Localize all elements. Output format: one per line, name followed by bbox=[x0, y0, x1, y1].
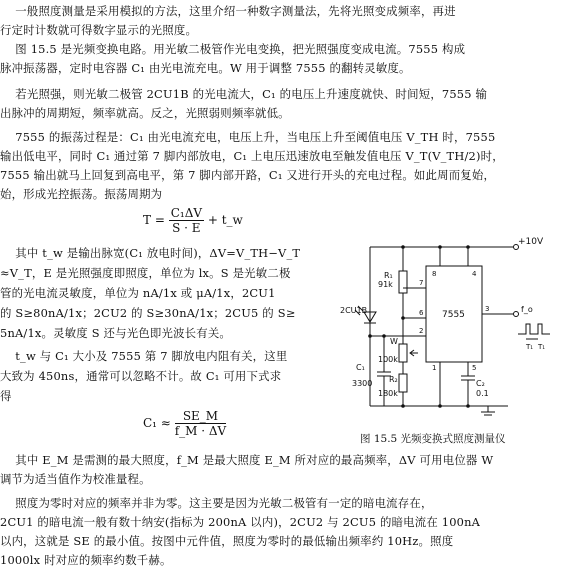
pin-label: 3 bbox=[485, 305, 490, 313]
pin-label: 2 bbox=[419, 327, 424, 335]
text-line: 调节为适当值作为校准量程。 bbox=[0, 472, 151, 486]
pin-label: 7 bbox=[419, 279, 424, 287]
text-line: 7555 的振荡过程是：C₁ 由光电流充电，电压上升，当电压上升至阈值电压 V_TH 时，7555 bbox=[0, 130, 496, 144]
formula-denominator: f_M · ΔV bbox=[174, 424, 227, 438]
formula-lhs: T = bbox=[143, 213, 165, 227]
pin-label: 6 bbox=[419, 309, 424, 317]
text-line: 照度为零时对应的频率并非为零。这主要是因为光敏二极管有一定的暗电流存在， bbox=[0, 496, 433, 510]
text-line: 若光照强，则光敏二极管 2CU1B 的光电流大，C₁ 的电压上升速度就快、时间短，7555 输 bbox=[0, 87, 488, 101]
r1-label: R₁ bbox=[384, 271, 393, 280]
text-line: 的 S≥80nA/1x；2CU2 的 S≥30nA/1x；2CU5 的 S≥ bbox=[0, 306, 296, 320]
c1-value: 3300 bbox=[352, 379, 373, 388]
c2-label: C₂ bbox=[476, 379, 485, 388]
formula-denominator: S · E bbox=[172, 221, 201, 235]
text-line: 图 15.5 是光频变换电路。用光敏二极管作光电变换，把光照强度变成电流。7555 构成 bbox=[0, 42, 466, 56]
c2-value: 0.1 bbox=[476, 389, 489, 398]
text-line: 脉冲振荡器，定时电容器 C₁ 由光电流充电。W 用于调整 7555 的翻转灵敏度。 bbox=[0, 61, 411, 75]
r1-value: 91k bbox=[378, 280, 393, 289]
text-line: 管的光电流灵敏度，单位为 nA/1x 或 μA/1x，2CU1 bbox=[0, 286, 276, 300]
formula-numerator: C₁ΔV bbox=[170, 206, 203, 220]
text-line: 输出低电平，同时 C₁ 通过第 7 脚内部放电，C₁ 上电压迅速放电至触发值电压 V_T(V_TH/2)时， bbox=[0, 149, 504, 163]
r2-label: R₂ bbox=[389, 375, 398, 384]
text-line: 以内，这就是 SE 的最小值。按图中元件值，照度为零时的最低输出频率约 10Hz。照度 bbox=[0, 534, 454, 548]
text-line: ≈V_T，E 是光照强度即照度，单位为 lx。S 是光敏二极 bbox=[0, 266, 291, 280]
text-line: 出脉冲的周期短，频率就高。反之，光照弱则频率就低。 bbox=[0, 106, 290, 120]
pin-label: 1 bbox=[432, 364, 437, 372]
text-line: 其中 t_w 是输出脉宽(C₁ 放电时间)，ΔV=V_TH−V_T bbox=[0, 246, 301, 260]
text-line: 行定时计数就可得数字显示的光照度。 bbox=[0, 23, 198, 37]
text-line: 大致为 450ns，通常可以忽略不计。故 C₁ 可用下式求 bbox=[0, 369, 282, 383]
diode-label: 2CU1B bbox=[340, 306, 368, 315]
period-formula bbox=[143, 206, 243, 235]
chip-label: 7555 bbox=[442, 310, 465, 320]
figure-caption: 图 15.5 光频变换式照度测量仪 bbox=[360, 433, 506, 445]
text-line: 始，形成光控振荡。振荡周期为 bbox=[0, 187, 163, 201]
formula-numerator: SE_M bbox=[175, 409, 227, 424]
text-line: 5nA/1x。灵敏度 S 还与光色即光波长有关。 bbox=[0, 326, 232, 340]
circuit-diagram bbox=[340, 226, 558, 426]
w-value: 100k bbox=[378, 355, 398, 364]
text-line: 1000lx 时对应的频率约数千赫。 bbox=[0, 553, 172, 567]
pin-label: 8 bbox=[432, 270, 437, 278]
text-line: 得 bbox=[0, 389, 12, 403]
r2-value: 180k bbox=[378, 389, 398, 398]
period-label: T₁ bbox=[538, 343, 546, 351]
pin-label: 4 bbox=[472, 270, 477, 278]
text-line: 7555 输出就马上回复到高电平，第 7 脚内部开路，C₁ 又进行开头的充电过程。如此周而复始， bbox=[0, 168, 496, 182]
text-line: 其中 E_M 是需测的最大照度，f_M 是最大照度 E_M 所对应的最高频率，ΔV 可用电位器 W bbox=[0, 453, 494, 467]
period-label: T₁ bbox=[526, 343, 534, 351]
w-label: W bbox=[390, 337, 398, 346]
vcc-label: +10V bbox=[518, 237, 544, 247]
output-label: f_o bbox=[521, 305, 533, 314]
formula-fraction bbox=[169, 206, 204, 235]
formula-fraction bbox=[175, 409, 227, 438]
text-line: t_w 与 C₁ 大小及 7555 第 7 脚放电内阻有关，这里 bbox=[0, 349, 288, 363]
formula-rhs: + t_w bbox=[207, 213, 243, 227]
c1-label: C₁ bbox=[356, 363, 365, 372]
text-line: 2CU1 的暗电流一般有数十纳安(指标为 200nA 以内)，2CU2 与 2CU5 的暗电流在 100nA bbox=[0, 515, 481, 529]
text-line: 一般照度测量是采用模拟的方法，这里介绍一种数字测量法，先将光照变成频率，再进 bbox=[0, 4, 456, 18]
pin-label: 5 bbox=[472, 364, 477, 372]
formula-lhs: C₁ ≈ bbox=[143, 416, 171, 430]
capacitance-formula bbox=[143, 409, 226, 438]
